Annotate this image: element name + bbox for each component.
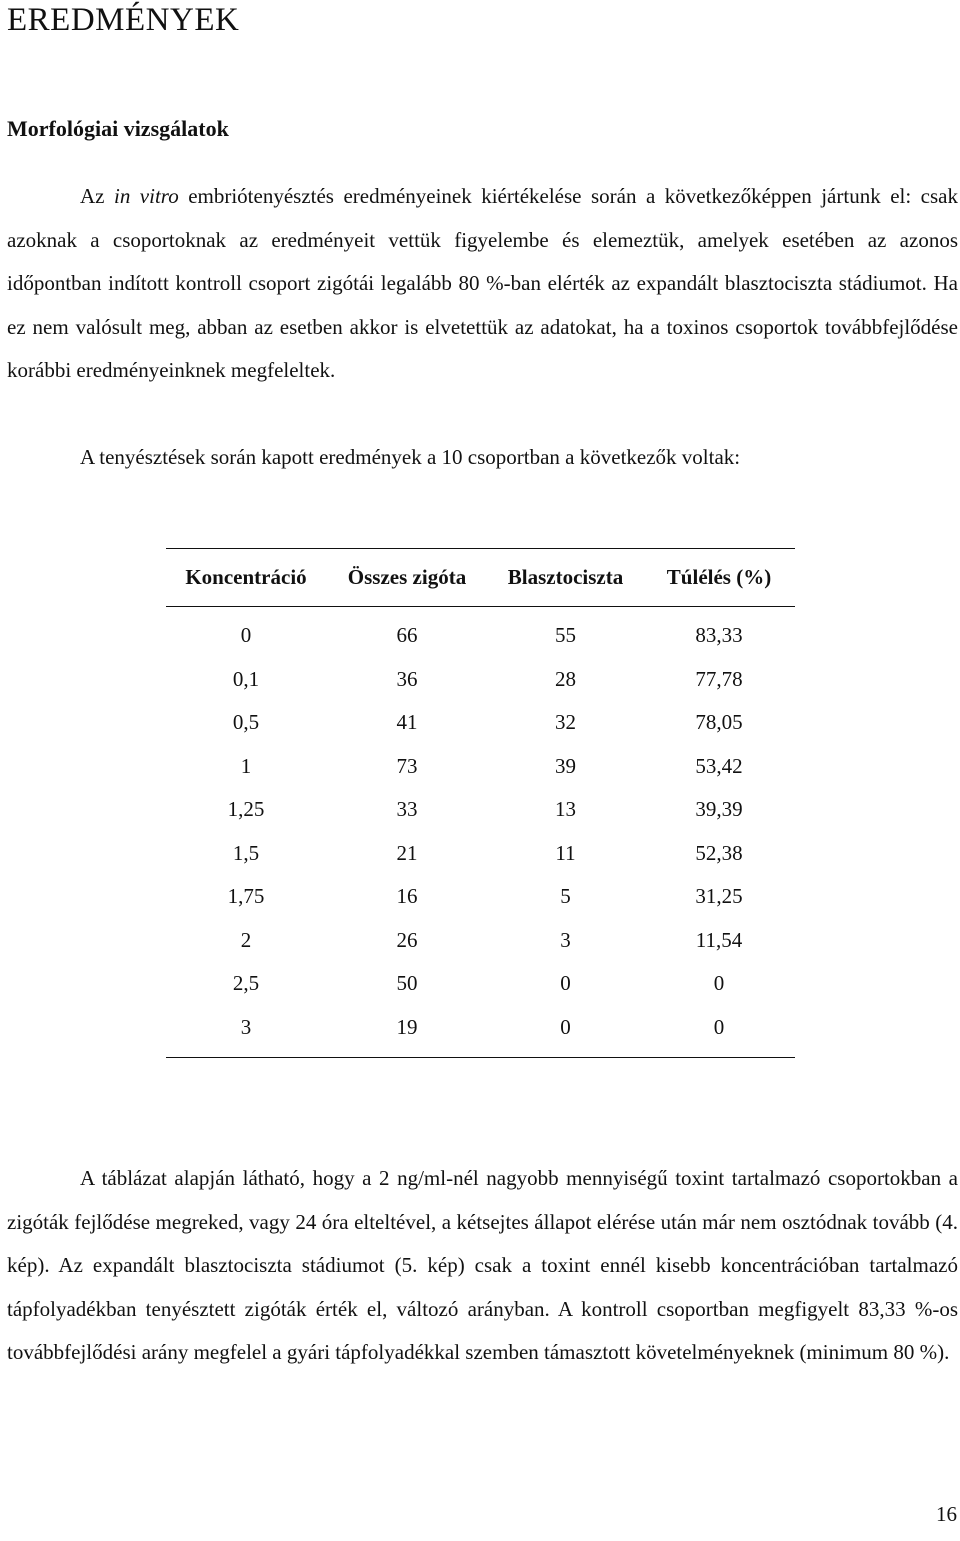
page-title: EREDMÉNYEK [7, 2, 240, 38]
cell-blastocyst: 5 [560, 884, 571, 909]
cell-survival: 78,05 [695, 710, 743, 735]
cell-survival: 0 [713, 1014, 725, 1039]
cell-survival: 39,39 [695, 797, 743, 822]
table-intro-text: A tenyésztések során kapott eredmények a 10 csoportban a következők voltak: [80, 445, 741, 469]
cell-total-zygotes: 41 [396, 710, 418, 735]
table-row [166, 658, 795, 702]
table-row [166, 875, 795, 919]
cell-survival: 83,33 [695, 623, 743, 648]
cell-survival: 53,42 [695, 753, 743, 778]
cell-blastocyst: 0 [560, 971, 571, 996]
cell-concentration: 3 [240, 1014, 252, 1039]
conclusion-text: A táblázat alapján látható, hogy a 2 ng/ml-nél nagyobb mennyiségű toxint tartalmazó csoportokban a zigóták fejlődése megreked, vagy 24 óra elteltével, a kétsejtes állapot elérése után már nem osztódnak tovább (4. kép). Az expandált blasztociszta stádiumot (5. kép) csak a toxint ennél kisebb koncentrációban tartalmazó tápfolyadékban tenyésztett zigóták érték el, változó arányban. A kontroll csoportban megfigyelt 83,33 %-os továbbfejlődési arány megfelel a gyári tápfolyadékkal szemben támasztott követelményeknek (minimum 80 %). [7, 1166, 958, 1364]
cell-total-zygotes: 16 [396, 884, 418, 909]
table-row [166, 788, 795, 832]
cell-blastocyst: 39 [555, 753, 576, 778]
cell-concentration: 1 [240, 753, 252, 778]
table-row [166, 962, 795, 1006]
header-survival: Túlélés (%) [666, 565, 772, 589]
cell-total-zygotes: 19 [396, 1014, 418, 1039]
cell-survival: 52,38 [695, 840, 743, 865]
table-header-row [166, 549, 795, 607]
table-intro-paragraph [7, 436, 958, 480]
page-number: 16 [936, 1502, 957, 1526]
intro-italic: in vitro [113, 184, 179, 208]
header-concentration: Koncentráció [185, 565, 307, 589]
cell-survival: 31,25 [695, 884, 743, 909]
cell-blastocyst: 13 [555, 797, 576, 822]
cell-blastocyst: 55 [555, 623, 576, 648]
header-total-zygotes: Összes zigóta [347, 565, 467, 589]
cell-concentration: 2 [240, 927, 252, 952]
cell-blastocyst: 32 [555, 710, 576, 735]
cell-concentration: 1,25 [227, 797, 265, 822]
cell-concentration: 0,1 [232, 666, 260, 691]
cell-survival: 77,78 [695, 666, 743, 691]
table-row [166, 701, 795, 745]
table-row [166, 832, 795, 876]
cell-total-zygotes: 26 [396, 927, 418, 952]
cell-survival: 0 [713, 971, 725, 996]
cell-concentration: 1,5 [232, 840, 260, 865]
cell-total-zygotes: 73 [396, 753, 418, 778]
table-row [166, 745, 795, 789]
cell-blastocyst: 0 [560, 1014, 571, 1039]
cell-total-zygotes: 50 [396, 971, 418, 996]
conclusion-paragraph [7, 1157, 958, 1375]
table-row [166, 919, 795, 963]
cell-concentration: 1,75 [227, 884, 265, 909]
cell-concentration: 0 [240, 623, 252, 648]
cell-concentration: 0,5 [232, 710, 260, 735]
cell-total-zygotes: 36 [396, 666, 418, 691]
intro-lead: Az [80, 184, 114, 208]
cell-blastocyst: 11 [555, 840, 576, 865]
intro-rest: embriótenyésztés eredményeinek kiértékelése során a következőképpen jártunk el: csak azoknak a csoportoknak az eredményeit vettük figyelembe és elemeztük, amelyek esetében az azonos időpontban indított kontroll csoport zigótái legalább 80 %-ban elérték az expandált blasztociszta stádiumot. Ha ez nem valósult meg, abban az esetben akkor is elvetettük az adatokat, ha a toxinos csoportok továbbfejlődése korábbi eredményeinknek megfeleltek. [7, 184, 958, 382]
cell-total-zygotes: 66 [396, 623, 418, 648]
table-row [166, 607, 795, 658]
intro-paragraph [7, 175, 958, 393]
table-row [166, 1006, 795, 1058]
cell-blastocyst: 28 [555, 666, 576, 691]
cell-survival: 11,54 [695, 927, 743, 952]
header-blastocyst: Blasztociszta [507, 565, 624, 589]
cell-concentration: 2,5 [232, 971, 260, 996]
cell-blastocyst: 3 [560, 927, 571, 952]
section-heading: Morfológiai vizsgálatok [7, 116, 229, 141]
cell-total-zygotes: 21 [396, 840, 418, 865]
results-table [166, 548, 795, 1058]
cell-total-zygotes: 33 [396, 797, 418, 822]
